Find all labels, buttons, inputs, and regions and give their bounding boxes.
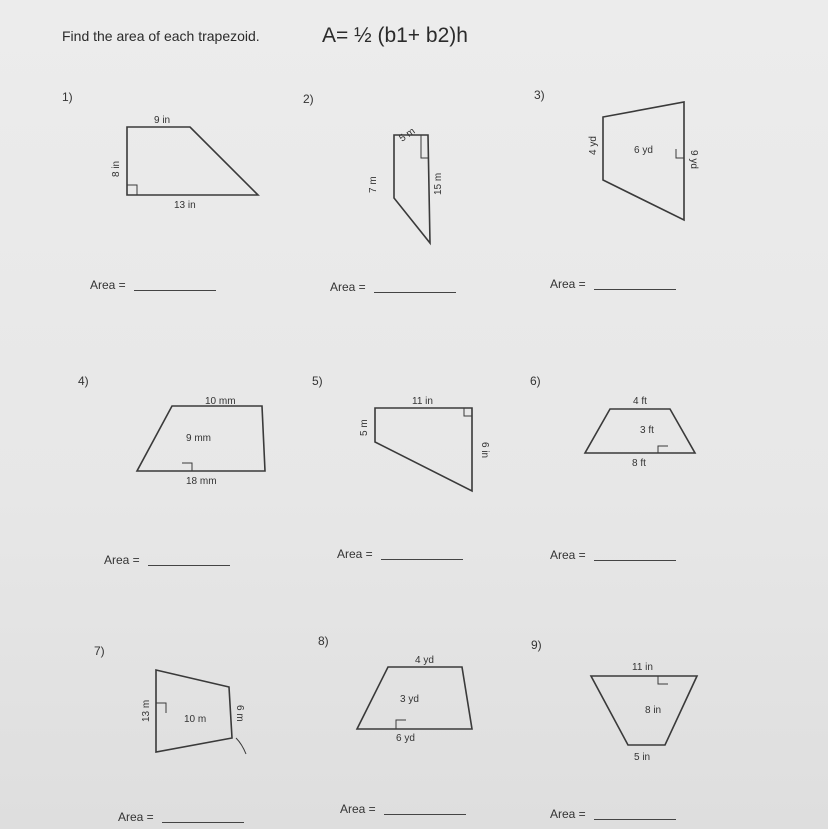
label-5-left: 5 m (359, 419, 370, 436)
label-9-height: 8 in (645, 705, 662, 716)
trapezoid-7 (156, 670, 232, 752)
right-angle-mark-9 (658, 676, 668, 684)
area-answer-8[interactable]: Area = (340, 802, 466, 816)
area-answer-2[interactable]: Area = (330, 280, 456, 294)
worksheet-title: Find the area of each trapezoid. (62, 28, 260, 44)
label-1-bottom: 13 in (174, 200, 196, 211)
problem-4-number: 4) (78, 374, 89, 388)
area-answer-5[interactable]: Area = (337, 547, 463, 561)
label-8-bottom: 6 yd (396, 733, 415, 744)
area-answer-7[interactable]: Area = (118, 810, 244, 824)
right-angle-mark-5 (464, 408, 472, 416)
problem-6-number: 6) (530, 374, 541, 388)
label-5-top: 11 in (412, 396, 433, 407)
trapezoid-1 (127, 127, 258, 195)
trapezoid-3 (603, 102, 684, 220)
right-angle-mark-7 (156, 703, 166, 713)
right-angle-mark-6 (658, 446, 668, 453)
label-7-height: 10 m (184, 714, 207, 725)
problem-7-number: 7) (94, 644, 105, 658)
label-7-right: 6 m (234, 705, 245, 722)
label-6-bottom: 8 ft (632, 458, 646, 469)
right-angle-mark-4 (182, 463, 192, 471)
label-1-height: 8 in (111, 160, 122, 177)
area-formula: A= ½ (b1+ b2)h (322, 24, 468, 47)
label-2-left: 7 m (368, 176, 379, 193)
label-2-top: 5 m (397, 125, 418, 145)
height-tick-7 (236, 738, 246, 754)
problem-9-number: 9) (531, 638, 542, 652)
right-angle-mark-3 (676, 149, 684, 158)
area-answer-4[interactable]: Area = (104, 553, 230, 567)
label-3-right: 9 yd (688, 150, 699, 169)
label-3-height: 6 yd (634, 145, 653, 156)
area-answer-6[interactable]: Area = (550, 548, 676, 562)
problem-1-number: 1) (62, 90, 73, 104)
label-1-top: 9 in (154, 115, 171, 126)
label-4-bottom: 18 mm (186, 476, 217, 487)
label-8-top: 4 yd (415, 655, 434, 666)
area-answer-3[interactable]: Area = (550, 277, 676, 291)
problem-8-number: 8) (318, 634, 329, 648)
label-2-right: 15 m (433, 172, 444, 195)
area-answer-1[interactable]: Area = (90, 278, 216, 292)
label-8-height: 3 yd (400, 694, 419, 705)
problem-5-number: 5) (312, 374, 323, 388)
label-5-right: 6 in (479, 442, 490, 459)
label-4-height: 9 mm (186, 433, 211, 444)
trapezoid-9 (591, 676, 697, 745)
label-6-height: 3 ft (640, 425, 654, 436)
label-4-top: 10 mm (205, 396, 236, 407)
problem-3-number: 3) (534, 88, 545, 102)
area-answer-9[interactable]: Area = (550, 807, 676, 821)
trapezoid-5 (375, 408, 472, 491)
label-3-left: 4 yd (588, 136, 599, 155)
problem-2-number: 2) (303, 92, 314, 106)
right-angle-mark-1 (127, 185, 137, 195)
label-9-bottom: 5 in (634, 752, 651, 763)
label-6-top: 4 ft (633, 396, 647, 407)
trapezoid-2 (394, 135, 430, 243)
label-7-left: 13 m (141, 699, 152, 722)
right-angle-mark-8 (396, 720, 406, 729)
label-9-top: 11 in (632, 662, 653, 673)
